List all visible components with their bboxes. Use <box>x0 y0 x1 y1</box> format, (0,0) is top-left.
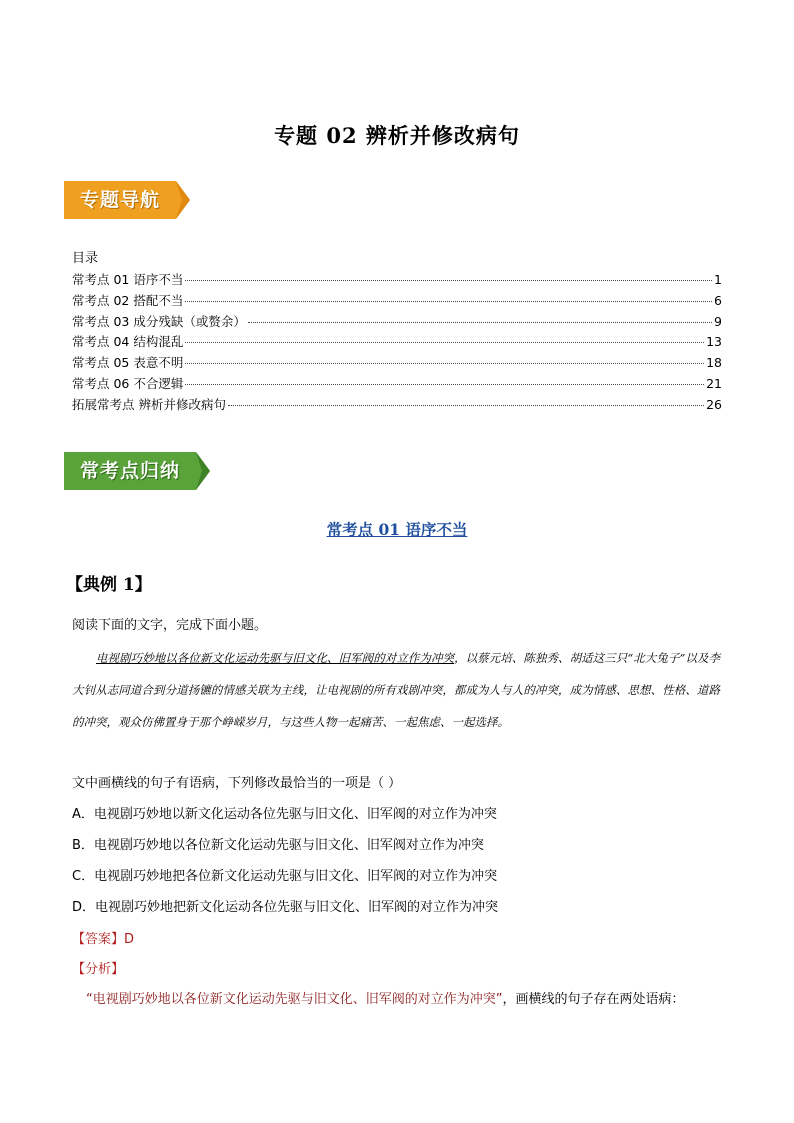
toc-item-label: 常考点 06 不合逻辑 <box>72 375 184 391</box>
toc-leader <box>248 322 712 323</box>
toc-item-page: 18 <box>706 355 722 371</box>
toc-item-label: 常考点 05 表意不明 <box>72 355 184 371</box>
toc-leader <box>185 280 712 281</box>
reading-passage <box>72 642 720 738</box>
answer-label: 【答案】 <box>72 932 125 947</box>
toc-item-label: 常考点 03 成分残缺（或赘余） <box>72 313 246 329</box>
toc-item-label: 常考点 04 结构混乱 <box>72 334 184 350</box>
toc-item-label: 拓展常考点 辨析并修改病句 <box>72 396 226 412</box>
table-of-contents <box>72 270 722 416</box>
section-heading-text: 常考点 01 语序不当 <box>326 520 468 539</box>
toc-item[interactable] <box>72 395 722 416</box>
option-a[interactable]: A．电视剧巧妙地以新文化运动各位先驱与旧文化、旧军阀的对立作为冲突 <box>72 807 497 822</box>
toc-leader <box>185 342 704 343</box>
toc-item-label: 常考点 02 搭配不当 <box>72 292 184 308</box>
example-label: 【典例 1】 <box>66 575 152 595</box>
toc-item-page: 26 <box>706 396 722 412</box>
toc-item-page: 6 <box>714 292 722 308</box>
toc-heading: 目录 <box>72 251 99 266</box>
summary-label: 常考点归纳 <box>79 460 180 482</box>
toc-item[interactable] <box>72 270 722 291</box>
instruction-text: 阅读下面的文字，完成下面小题。 <box>72 618 268 633</box>
toc-leader <box>185 363 704 364</box>
underlined-sentence: 电视剧巧妙地以各位新文化运动先驱与旧文化、旧军阀的对立作为冲突 <box>96 651 455 665</box>
toc-leader <box>185 384 704 385</box>
question-text: 文中画横线的句子有语病，下列修改最恰当的一项是（ ） <box>72 776 402 791</box>
answer-line <box>72 928 134 947</box>
analysis-quote: “电视剧巧妙地以各位新文化运动先驱与旧文化、旧军阀的对立作为冲突” <box>86 992 503 1007</box>
answer-value: D <box>124 932 135 947</box>
toc-item[interactable] <box>72 291 722 312</box>
option-b[interactable]: B．电视剧巧妙地以各位新文化运动先驱与旧文化、旧军阀对立作为冲突 <box>72 838 484 853</box>
toc-item-page: 21 <box>706 375 722 391</box>
option-c[interactable]: C．电视剧巧妙地把各位新文化运动先驱与旧文化、旧军阀的对立作为冲突 <box>72 869 498 884</box>
section-heading-link[interactable] <box>0 518 794 540</box>
toc-item-label: 常考点 01 语序不当 <box>72 272 184 287</box>
summary-banner <box>64 452 214 490</box>
toc-item-page: 1 <box>714 272 722 287</box>
toc-item-page: 9 <box>714 313 722 329</box>
toc-item[interactable] <box>72 332 722 353</box>
analysis-text <box>86 988 685 1007</box>
toc-item[interactable] <box>72 374 722 395</box>
analysis-body: ，画横线的句子存在两处语病： <box>502 992 685 1007</box>
topic-nav-label: 专题导航 <box>79 189 160 211</box>
toc-leader <box>228 405 704 406</box>
toc-item[interactable] <box>72 312 722 333</box>
passage-rest: ，以蔡元培、陈独秀、胡适这三只“北大兔子”以及李大钊从志同道合到分道扬镳的情感关联为主线，让电视剧的所有戏剧冲突，都成为人与人的冲突，成为情感、思想、性格、道路的冲突，观众仿佛置身于那个峥嵘岁月，与这些人物一起痛苦、一起焦虑、一起选择。 <box>72 651 720 729</box>
page-title: 专题 02 辨析并修改病句 <box>274 123 520 148</box>
toc-item-page: 13 <box>706 334 722 350</box>
toc-item[interactable] <box>72 353 722 374</box>
analysis-label: 【分析】 <box>72 962 125 977</box>
toc-leader <box>185 301 712 302</box>
topic-nav-banner <box>64 181 194 219</box>
option-d[interactable]: D．电视剧巧妙地把新文化运动各位先驱与旧文化、旧军阀的对立作为冲突 <box>72 900 499 915</box>
